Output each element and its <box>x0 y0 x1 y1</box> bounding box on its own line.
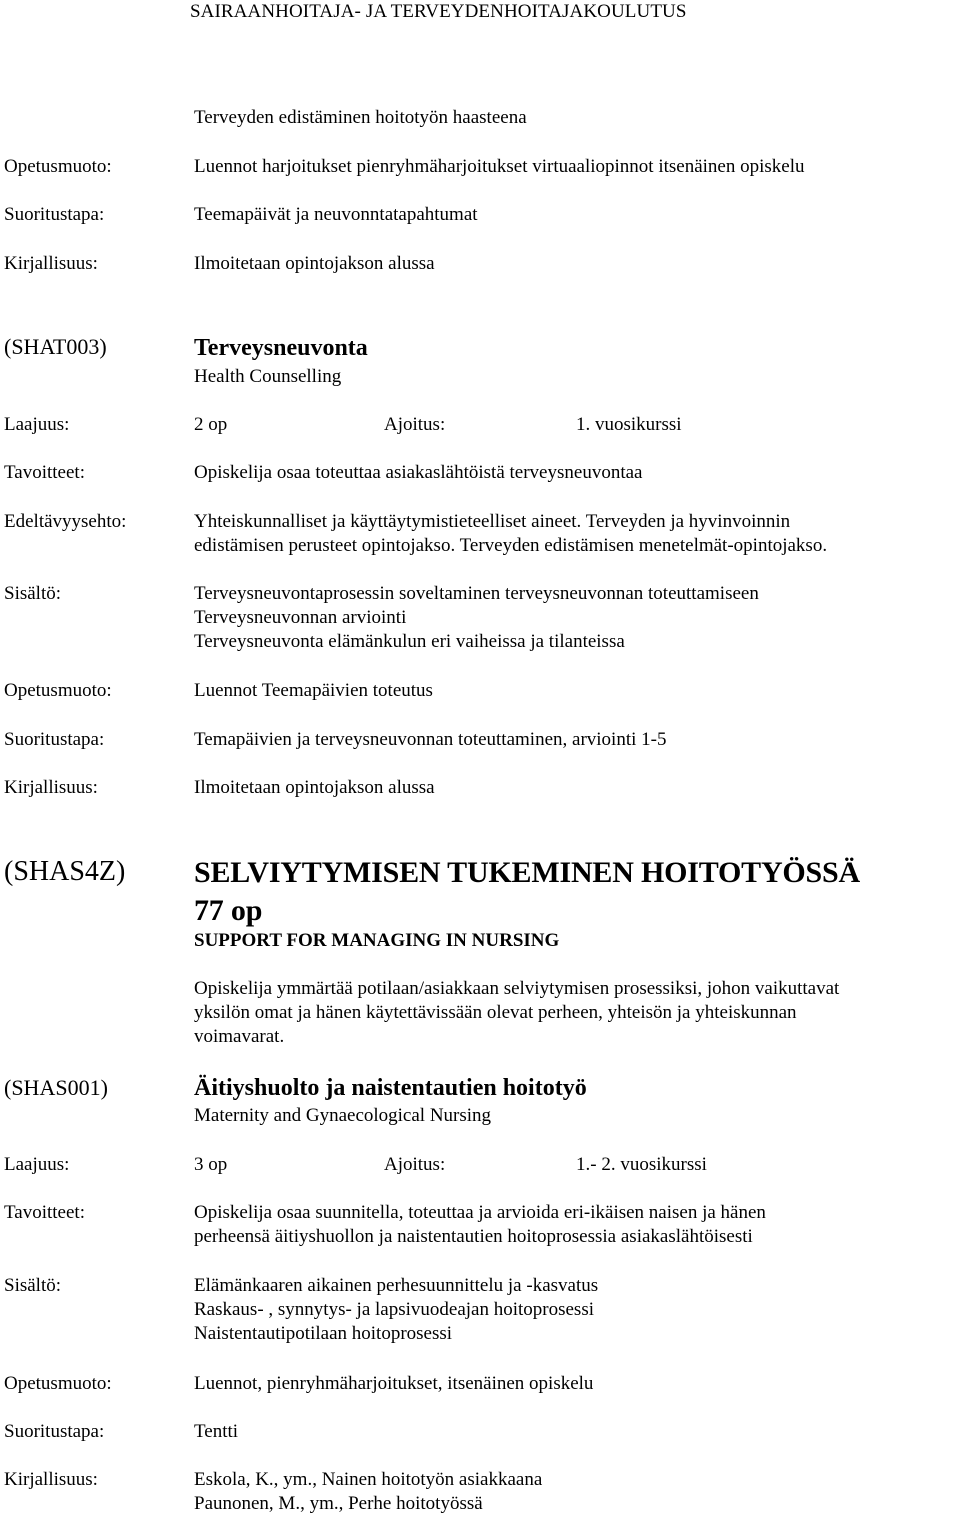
laajuus-value: 2 op <box>194 414 228 435</box>
suoritustapa-value: Temapäivien ja terveysneuvonnan toteuttaminen, arviointi 1-5 <box>194 729 667 750</box>
sisalto-line: Naistentautipotilaan hoitoprosessi <box>194 1323 453 1344</box>
kirjallisuus-label: Kirjallisuus: <box>4 1469 98 1490</box>
ajoitus-value: 1.- 2. vuosikurssi <box>576 1154 707 1175</box>
ajoitus-label: Ajoitus: <box>384 1154 446 1175</box>
tavoitteet-line: perheensä äitiyshuollon ja naistentautien hoitoprosessia asiakaslähtöisesti <box>194 1226 753 1247</box>
ajoitus-label: Ajoitus: <box>384 414 446 435</box>
course-title-shas001: Äitiyshuolto ja naistentautien hoitotyö <box>194 1075 587 1101</box>
sisalto-line: Raskaus- , synnytys- ja lapsivuodeajan hoitoprosessi <box>194 1299 595 1320</box>
description-line: yksilön omat ja hänen käytettävissään olevat perheen, yhteisön ja yhteiskunnan <box>194 1002 797 1023</box>
edeltavyysehto-label: Edeltävyysehto: <box>4 511 127 532</box>
kirjallisuus-value: Ilmoitetaan opintojakson alussa <box>194 253 435 274</box>
module-title-shas4z: SELVIYTYMISEN TUKEMINEN HOITOTYÖSSÄ <box>194 856 860 889</box>
opetusmuoto-value: Luennot harjoitukset pienryhmäharjoitukset virtuaaliopinnot itsenäinen opiskelu <box>194 156 805 177</box>
sisalto-value <box>194 1274 598 1346</box>
kirjallisuus-line: Paunonen, M., ym., Perhe hoitotyössä <box>194 1493 483 1514</box>
tavoitteet-line: Opiskelija osaa suunnitella, toteuttaa ja arvioida eri-ikäisen naisen ja hänen <box>194 1202 766 1223</box>
page-header: SAIRAANHOITAJA- JA TERVEYDENHOITAJAKOULUTUS <box>190 1 687 22</box>
kirjallisuus-value: Ilmoitetaan opintojakson alussa <box>194 777 435 798</box>
suoritustapa-label: Suoritustapa: <box>4 1421 105 1442</box>
sisalto-label: Sisältö: <box>4 583 62 604</box>
kirjallisuus-line: Eskola, K., ym., Nainen hoitotyön asiakkaana <box>194 1469 543 1490</box>
sisalto-line: Elämänkaaren aikainen perhesuunnittelu ja -kasvatus <box>194 1275 599 1296</box>
ajoitus-value: 1. vuosikurssi <box>576 414 682 435</box>
module-description-shas4z <box>194 977 839 1049</box>
sisalto-line: Terveysneuvonta elämänkulun eri vaiheissa ja tilanteissa <box>194 631 625 652</box>
edeltavyysehto-value <box>194 510 827 558</box>
kirjallisuus-value <box>194 1468 542 1516</box>
edeltavyysehto-line: edistämisen perusteet opintojakso. Terveyden edistämisen menetelmät-opintojakso. <box>194 535 828 556</box>
tavoitteet-value <box>194 1201 766 1249</box>
sisalto-value <box>194 582 759 654</box>
suoritustapa-label: Suoritustapa: <box>4 204 105 225</box>
suoritustapa-value: Teemapäivät ja neuvonntatapahtumat <box>194 204 478 225</box>
sisalto-line: Terveysneuvontaprosessin soveltaminen terveysneuvonnan toteuttamiseen <box>194 583 759 604</box>
module-english-shas4z: SUPPORT FOR MANAGING IN NURSING <box>194 930 560 951</box>
opetusmuoto-label: Opetusmuoto: <box>4 156 112 177</box>
tavoitteet-label: Tavoitteet: <box>4 462 85 483</box>
opetusmuoto-label: Opetusmuoto: <box>4 1373 112 1394</box>
suoritustapa-label: Suoritustapa: <box>4 729 105 750</box>
course-title-shat003: Terveysneuvonta <box>194 335 368 361</box>
laajuus-label: Laajuus: <box>4 1154 70 1175</box>
opetusmuoto-label: Opetusmuoto: <box>4 680 112 701</box>
course-code-shas001: (SHAS001) <box>4 1075 108 1100</box>
edeltavyysehto-line: Yhteiskunnalliset ja käyttäytymistieteelliset aineet. Terveyden ja hyvinvoinnin <box>194 511 791 532</box>
opetusmuoto-value: Luennot Teemapäivien toteutus <box>194 680 433 701</box>
course-english-shas001: Maternity and Gynaecological Nursing <box>194 1105 492 1126</box>
course-code-shat003: (SHAT003) <box>4 334 107 359</box>
suoritustapa-value: Tentti <box>194 1421 239 1442</box>
sisalto-line: Terveysneuvonnan arviointi <box>194 607 407 628</box>
opetusmuoto-value: Luennot, pienryhmäharjoitukset, itsenäinen opiskelu <box>194 1373 594 1394</box>
module-credits-shas4z: 77 op <box>194 894 263 927</box>
kirjallisuus-label: Kirjallisuus: <box>4 777 98 798</box>
laajuus-value: 3 op <box>194 1154 228 1175</box>
laajuus-label: Laajuus: <box>4 414 70 435</box>
description-line: Opiskelija ymmärtää potilaan/asiakkaan selviytymisen prosessiksi, johon vaikuttavat <box>194 978 840 999</box>
sisalto-label: Sisältö: <box>4 1275 62 1296</box>
intro-line: Terveyden edistäminen hoitotyön haasteena <box>194 107 527 128</box>
tavoitteet-value: Opiskelija osaa toteuttaa asiakaslähtöistä terveysneuvontaa <box>194 462 643 483</box>
tavoitteet-label: Tavoitteet: <box>4 1202 85 1223</box>
kirjallisuus-label: Kirjallisuus: <box>4 253 98 274</box>
description-line: voimavarat. <box>194 1026 285 1047</box>
course-code-shas4z: (SHAS4Z) <box>4 856 126 887</box>
course-english-shat003: Health Counselling <box>194 366 342 387</box>
